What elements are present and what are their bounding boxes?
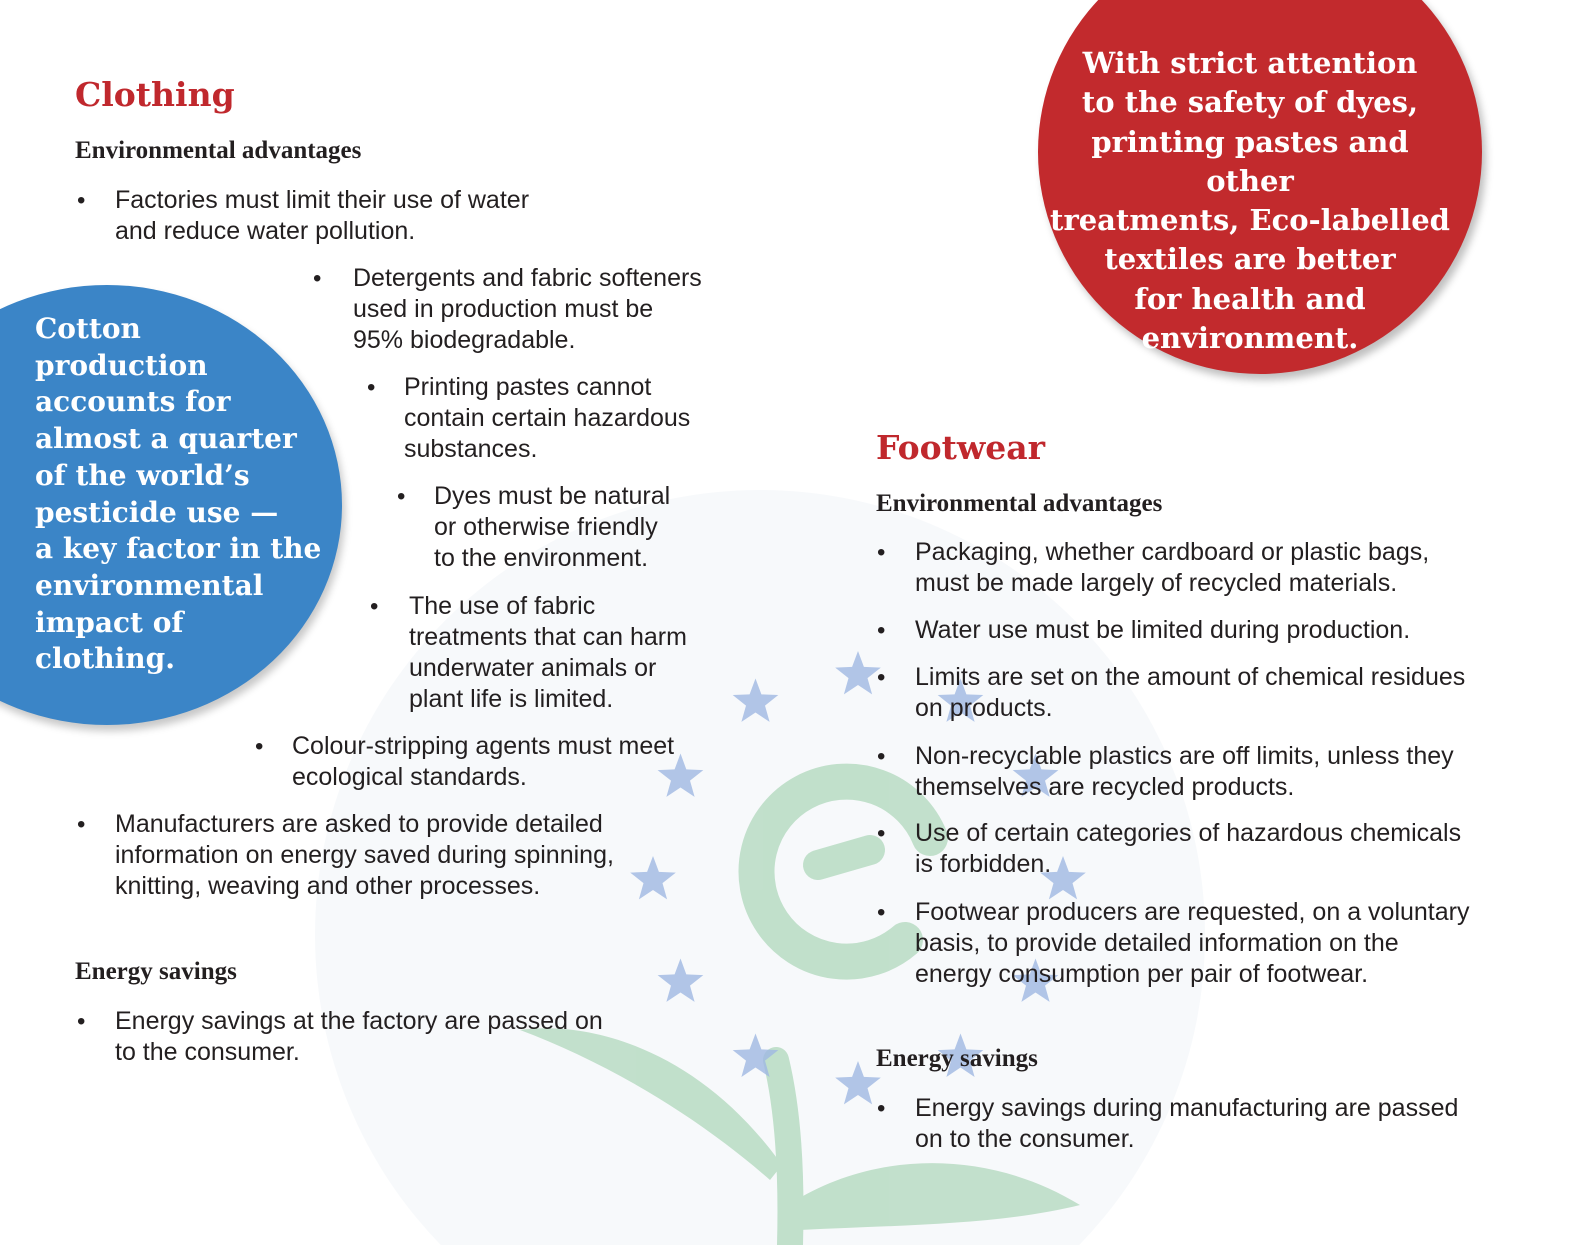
footwear-env-item-text: Limits are set on the amount of chemical residues on products. xyxy=(915,663,1466,722)
footwear-env-item-text: Use of certain categories of hazardous chemicals is forbidden. xyxy=(915,819,1462,878)
bullet: • xyxy=(313,265,322,292)
bullet: • xyxy=(77,187,86,214)
ecolabel-stem xyxy=(776,1060,790,1245)
clothing-env-item-text: Printing pastes cannot contain certain hazardous substances. xyxy=(404,373,691,463)
footwear-env-item-1 xyxy=(877,537,1537,599)
clothing-env-item-6 xyxy=(255,731,715,793)
footwear-env-item-2 xyxy=(877,615,1537,646)
clothing-env-item-1 xyxy=(77,185,637,247)
ecolabel-e-bar xyxy=(818,850,870,865)
clothing-env-item-4 xyxy=(397,481,697,574)
bullet: • xyxy=(877,539,886,566)
footwear-env-item-text: Packaging, whether cardboard or plastic bags, must be made largely of recycled materials. xyxy=(915,538,1430,597)
footwear-env-item-text: Footwear producers are requested, on a voluntary basis, to provide detailed information on the energy consumption per pair of footwear. xyxy=(915,898,1470,988)
bullet: • xyxy=(877,664,886,691)
footwear-energy-item-text: Energy savings during manufacturing are passed on to the consumer. xyxy=(915,1094,1459,1153)
clothing-env-item-text: Factories must limit their use of water and reduce water pollution. xyxy=(115,186,530,245)
clothing-energy-subheading: Energy savings xyxy=(75,958,237,985)
clothing-env-item-text: The use of fabric treatments that can harm underwater animals or plant life is limited. xyxy=(409,592,687,713)
footwear-energy-item-1 xyxy=(877,1093,1537,1155)
clothing-energy-item-1 xyxy=(77,1006,677,1068)
bullet: • xyxy=(877,743,886,770)
footwear-env-item-3 xyxy=(877,662,1537,724)
bullet: • xyxy=(397,483,406,510)
clothing-energy-item-text: Energy savings at the factory are passed on to the consumer. xyxy=(115,1007,603,1066)
footwear-env-subheading: Environmental advantages xyxy=(876,490,1163,517)
clothing-env-item-text: Manufacturers are asked to provide detailed information on energy saved during spinning, knitting, weaving and other processes. xyxy=(115,810,614,900)
cotton-callout-text: Cotton production accounts for almost a quarter of the world’s pesticide use — a key factor in the environmental impact of clothing. xyxy=(35,312,322,676)
bullet: • xyxy=(77,1008,86,1035)
footwear-env-item-5 xyxy=(877,818,1537,880)
clothing-env-item-7 xyxy=(77,809,677,902)
clothing-env-item-2 xyxy=(313,263,713,356)
bullet: • xyxy=(367,374,376,401)
footwear-energy-subheading: Energy savings xyxy=(876,1045,1038,1072)
footwear-env-item-text: Water use must be limited during production. xyxy=(915,616,1411,644)
safety-callout-text: With strict attention to the safety of dyes, printing pastes and other treatments, Eco-labelled textiles are better for health and environment. xyxy=(1050,46,1450,356)
bullet: • xyxy=(877,899,886,926)
bullet: • xyxy=(370,593,379,620)
footwear-heading: Footwear xyxy=(876,428,1046,467)
bullet: • xyxy=(877,820,886,847)
clothing-env-item-text: Dyes must be natural or otherwise friendly to the environment. xyxy=(434,482,671,572)
footwear-env-item-6 xyxy=(877,897,1537,990)
clothing-env-item-text: Detergents and fabric softeners used in production must be 95% biodegradable. xyxy=(353,264,702,354)
clothing-env-item-text: Colour-stripping agents must meet ecological standards. xyxy=(292,732,675,791)
clothing-env-item-5 xyxy=(370,591,710,715)
bullet: • xyxy=(255,733,264,760)
footwear-env-item-text: Non-recyclable plastics are off limits, unless they themselves are recycled products. xyxy=(915,742,1454,801)
footwear-env-item-4 xyxy=(877,741,1537,803)
bullet: • xyxy=(77,811,86,838)
clothing-env-subheading: Environmental advantages xyxy=(75,137,362,164)
clothing-env-item-3 xyxy=(367,372,707,465)
bullet: • xyxy=(877,617,886,644)
bullet: • xyxy=(877,1095,886,1122)
clothing-heading: Clothing xyxy=(75,75,235,114)
